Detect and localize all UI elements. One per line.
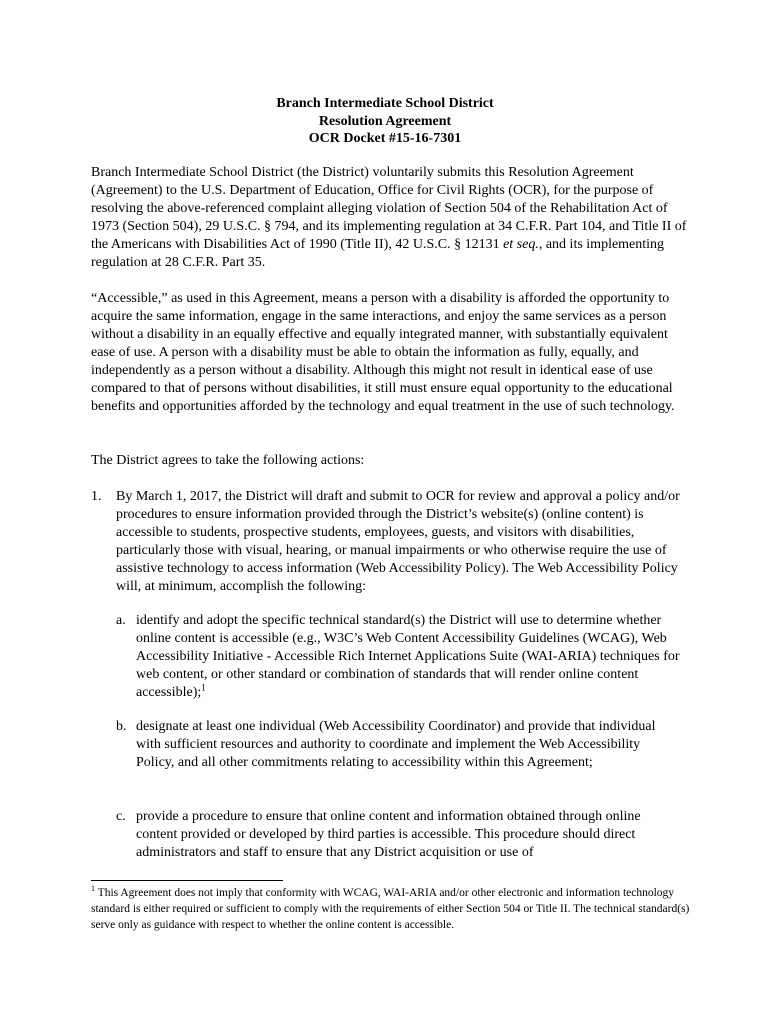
sub-item-letter: a. (116, 613, 126, 628)
sub-item-text: provide a procedure to ensure that online content and information obtained through online content provided or developed by third parties is accessible. This procedure should direct administrators and staff to ensure that any District acquisition or use of (136, 809, 641, 860)
title-district: Branch Intermediate School District (276, 96, 494, 111)
list-item-number: 1. (91, 489, 102, 504)
footnote-divider (91, 880, 283, 881)
footnote (91, 885, 691, 933)
title-docket: OCR Docket #15-16-7301 (308, 131, 462, 146)
sub-item-text-wrap (136, 612, 681, 702)
footnote-number: 1 (91, 884, 95, 894)
intro-text-1: Branch Intermediate School District (the District) voluntarily submits this Resolution Agreement (Agreement) to the U.S. Department of Education, Office for Civil Rights (OCR), for the purpose of resolving the above-referenced complaint alleging violation of Section 504 of the Rehabilitation Act of 1973 (Section 504), 29 U.S.C. § 794, and its implementing regulation at 34 C.F.R. Part 104, and Title II of the Americans with Disabilities Act of 1990 (Title II), 42 U.S.C. § 12131 (91, 165, 687, 252)
sub-item-letter: b. (116, 719, 127, 734)
accessible-definition-paragraph: “Accessible,” as used in this Agreement, means a person with a disability is afforded the opportunity to acquire the same information, engage in the same interactions, and enjoy the same services as a person without a disability in an equally effective and equally integrated manner, with substantially equivalent ease of use. A person with a disability must be able to obtain the information as fully, equally, and independently as a person without a disability. Although this might not result in identical ease of use compared to that of persons without disabilities, it still must ensure equal opportunity to the educational benefits and opportunities afforded by the technology and equal treatment in the use of such technology. (91, 291, 675, 414)
footnote-reference[interactable]: 1 (201, 682, 206, 693)
list-item-text: By March 1, 2017, the District will draft and submit to OCR for review and approval a policy and/or procedures to ensure information provided through the District’s website(s) (online content) is accessible to students, prospective students, employees, guests, and visitors with disabilities, particularly those with visual, hearing, or manual impairments or who otherwise require the use of assistive technology to access information (Web Accessibility Policy). The Web Accessibility Policy will, at minimum, accomplish the following: (116, 489, 680, 594)
agrees-paragraph: The District agrees to take the following actions: (91, 453, 365, 468)
document-title (0, 95, 770, 148)
intro-text-2: , and its implementing regulation at 28 C.F.R. Part 35. (91, 237, 665, 270)
intro-paragraph (91, 164, 691, 272)
footnote-text: This Agreement does not imply that conformity with WCAG, WAI-ARIA and/or other electronic and information technology standard is either required or sufficient to comply with the requirements of either Section 504 or Title II. The technical standard(s) serve only as guidance with respect to whether the online content is accessible. (91, 887, 690, 931)
sub-item-text: identify and adopt the specific technical standard(s) the District will use to determine whether online content is accessible (e.g., W3C’s Web Content Accessibility Guidelines (WCAG), Web Accessibility Initiative - Accessible Rich Internet Applications Suite (WAI-ARIA) techniques for web content, or other standard or combination of standards that will render online content accessible); (136, 613, 680, 700)
sub-item-text: designate at least one individual (Web Accessibility Coordinator) and provide that individual with sufficient resources and authority to coordinate and implement the Web Accessibility Policy, and all other commitments relating to accessibility within this Agreement; (136, 719, 656, 770)
title-agreement: Resolution Agreement (318, 113, 452, 129)
sub-item-letter: c. (116, 809, 126, 824)
intro-et-seq: et seq. (503, 237, 539, 252)
